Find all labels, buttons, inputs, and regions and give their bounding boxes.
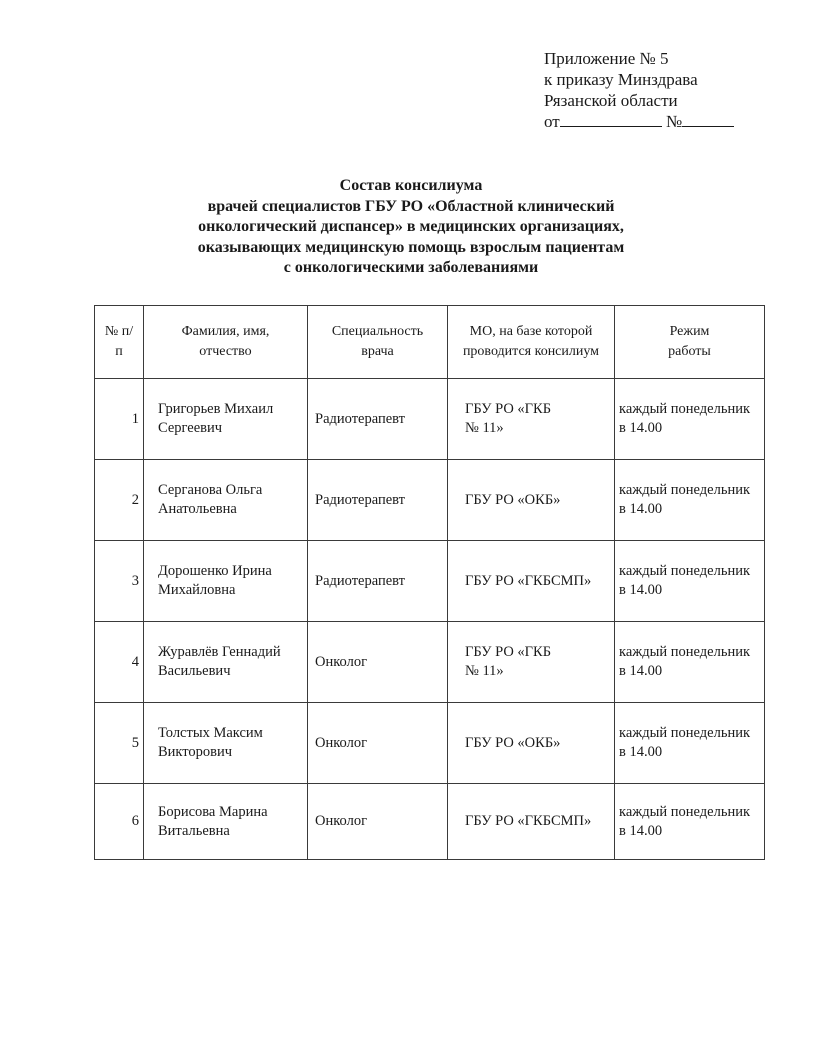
cell-mode: каждый понедельник в 14.00 xyxy=(615,784,765,860)
cell-specialty: Радиотерапевт xyxy=(308,460,448,541)
cell-mode: каждый понедельник в 14.00 xyxy=(615,460,765,541)
title-line-1: Состав консилиума xyxy=(339,177,483,194)
cell-mo: ГБУ РО «ГКБ № 11» xyxy=(448,379,615,460)
appendix-order-ref: к приказу Минздрава xyxy=(544,70,698,89)
cell-specialty: Онколог xyxy=(308,784,448,860)
appendix-date-number xyxy=(544,111,784,132)
table-header-row xyxy=(95,306,765,379)
title-line-4: оказывающих медицинскую помощь взрослым пациентам xyxy=(197,238,625,256)
header-mo: МО, на базе которой проводится консилиум xyxy=(448,306,615,379)
cell-mo: ГБУ РО «ОКБ» xyxy=(448,703,615,784)
cell-name: Толстых Максим Викторович xyxy=(144,703,308,784)
appendix-region: Рязанской области xyxy=(544,91,678,110)
table-row xyxy=(95,703,765,784)
cell-mode: каждый понедельник в 14.00 xyxy=(615,622,765,703)
header-name: Фамилия, имя, отчество xyxy=(144,306,308,379)
header-num: № п/п xyxy=(95,306,144,379)
council-table xyxy=(94,305,765,860)
cell-num: 5 xyxy=(95,703,144,784)
number-blank xyxy=(682,112,734,127)
title-line-5: с онкологическими заболеваниями xyxy=(283,259,539,276)
table-row xyxy=(95,784,765,860)
title-line-2: врачей специалистов ГБУ РО «Областной клинический xyxy=(207,197,615,215)
table-row xyxy=(95,379,765,460)
cell-mo: ГБУ РО «ОКБ» xyxy=(448,460,615,541)
table-row xyxy=(95,460,765,541)
cell-specialty: Онколог xyxy=(308,622,448,703)
header-mode: Режим работы xyxy=(615,306,765,379)
appendix-header xyxy=(544,48,784,132)
cell-specialty: Онколог xyxy=(308,703,448,784)
cell-name: Борисова Марина Витальевна xyxy=(144,784,308,860)
cell-mode: каждый понедельник в 14.00 xyxy=(615,379,765,460)
cell-name: Дорошенко Ирина Михайловна xyxy=(144,541,308,622)
cell-num: 1 xyxy=(95,379,144,460)
cell-mo: ГБУ РО «ГКБ № 11» xyxy=(448,622,615,703)
appendix-from-label: от xyxy=(544,112,560,131)
cell-num: 6 xyxy=(95,784,144,860)
cell-specialty: Радиотерапевт xyxy=(308,379,448,460)
cell-specialty: Радиотерапевт xyxy=(308,541,448,622)
table-row xyxy=(95,622,765,703)
cell-num: 4 xyxy=(95,622,144,703)
appendix-number: Приложение № 5 xyxy=(544,49,669,68)
appendix-number-label: № xyxy=(665,112,683,131)
cell-mo: ГБУ РО «ГКБСМП» xyxy=(448,784,615,860)
table-row xyxy=(95,541,765,622)
cell-mo: ГБУ РО «ГКБСМП» xyxy=(448,541,615,622)
document-title xyxy=(150,176,672,279)
cell-name: Журавлёв Геннадий Васильевич xyxy=(144,622,308,703)
cell-mode: каждый понедельник в 14.00 xyxy=(615,703,765,784)
cell-num: 2 xyxy=(95,460,144,541)
cell-mode: каждый понедельник в 14.00 xyxy=(615,541,765,622)
cell-name: Григорьев Михаил Сергеевич xyxy=(144,379,308,460)
header-specialty: Специальность врача xyxy=(308,306,448,379)
cell-num: 3 xyxy=(95,541,144,622)
title-line-3: онкологический диспансер» в медицинских организациях, xyxy=(198,218,624,235)
cell-name: Серганова Ольга Анатольевна xyxy=(144,460,308,541)
date-blank xyxy=(560,112,662,127)
